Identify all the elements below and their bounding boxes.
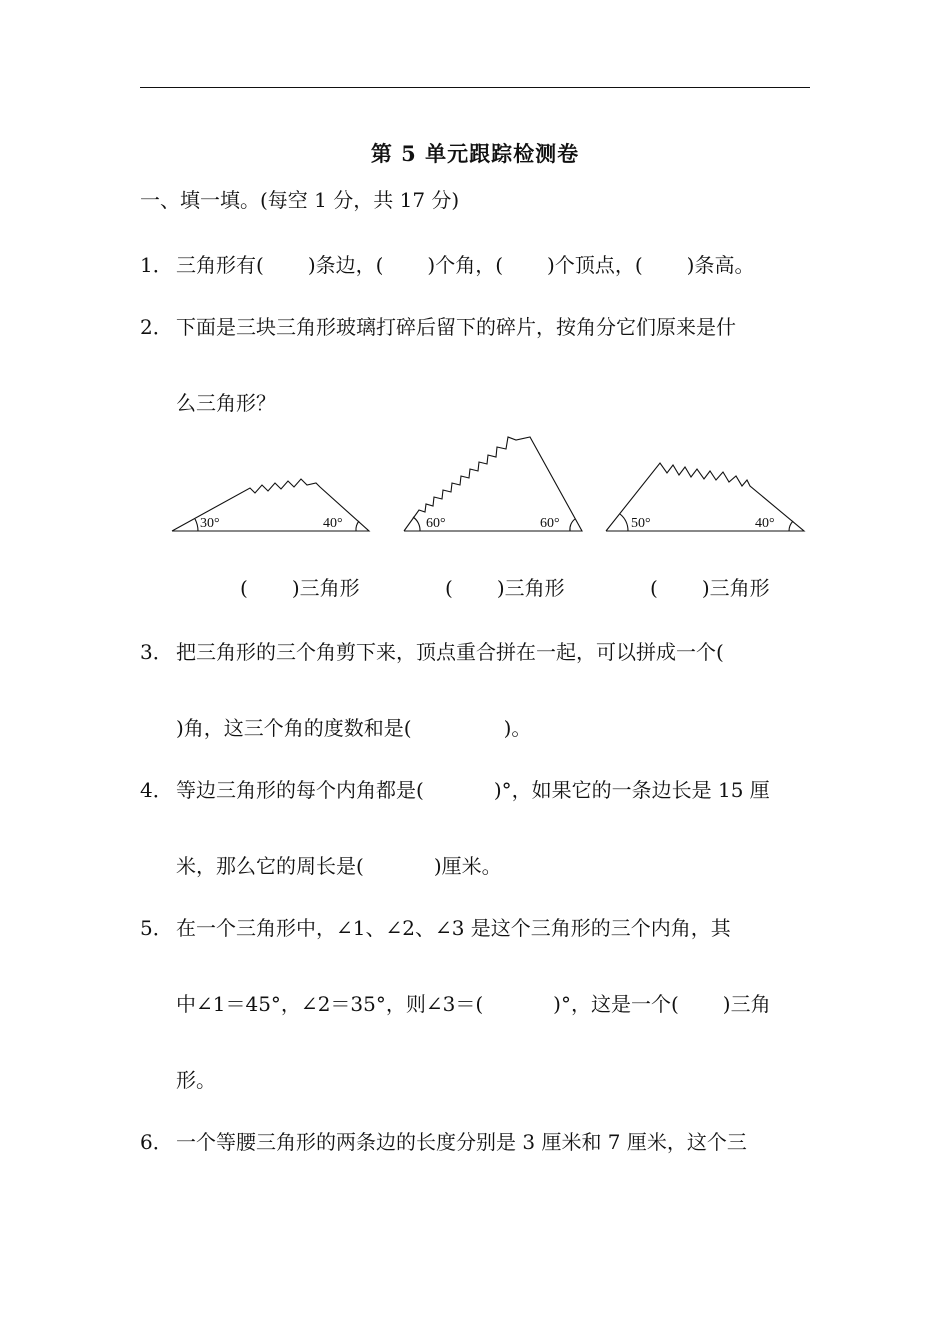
q2-line-2: 么三角形？ bbox=[176, 391, 276, 415]
q2-answer-2: ( )三角形 bbox=[445, 576, 565, 600]
q1-text-2: )个角，( bbox=[427, 253, 504, 277]
question-5: 5． 在一个三角形中，∠1、∠2、∠3 是这个三角形的三个内角，其 bbox=[140, 913, 731, 943]
angle-label: 60° bbox=[426, 516, 446, 531]
q1-text-0: 三角形有( bbox=[176, 253, 264, 277]
angle-label: 60° bbox=[540, 516, 560, 531]
page-title: 第 5 单元跟踪检测卷 bbox=[370, 141, 580, 166]
question-number: 2． bbox=[140, 315, 173, 339]
question-1 bbox=[140, 250, 754, 280]
question-2 bbox=[140, 312, 736, 342]
q5-line-3: 形。 bbox=[176, 1068, 216, 1092]
question-3 bbox=[140, 637, 724, 667]
angle-label: 50° bbox=[631, 516, 651, 531]
question-number: 6． bbox=[140, 1130, 173, 1154]
angle-label: 30° bbox=[200, 516, 220, 531]
q4-line-2: 米，那么它的周长是( )厘米。 bbox=[176, 854, 502, 878]
q1-text-4: )条高。 bbox=[686, 253, 755, 277]
q2-line-1: 下面是三块三角形玻璃打碎后留下的碎片，按角分它们原来是什 bbox=[176, 315, 736, 339]
q2-answer-3: ( )三角形 bbox=[650, 576, 770, 600]
angle-label: 40° bbox=[323, 516, 343, 531]
angle-label: 40° bbox=[755, 516, 775, 531]
triangle-figures bbox=[160, 420, 820, 545]
question-number: 5． bbox=[140, 916, 173, 940]
question-6: 6． 一个等腰三角形的两条边的长度分别是 3 厘米和 7 厘米，这个三 bbox=[140, 1127, 747, 1157]
question-number: 4． bbox=[140, 778, 173, 802]
q1-text-3: )个顶点，( bbox=[547, 253, 643, 277]
section-heading: 一、填一填。(每空 1 分，共 17 分) bbox=[140, 188, 460, 212]
broken-triangles-illustration bbox=[160, 420, 820, 545]
q3-line-2: )角，这三个角的度数和是( )。 bbox=[176, 716, 532, 740]
header-rule bbox=[140, 87, 810, 88]
q3-line-1: 把三角形的三个角剪下来，顶点重合拼在一起，可以拼成一个( bbox=[176, 640, 724, 664]
q2-answer-1: ( )三角形 bbox=[240, 576, 360, 600]
q5-line-2: 中∠1＝45°，∠2＝35°，则∠3＝( )°，这是一个( )三角 bbox=[176, 992, 771, 1016]
question-4: 4． 等边三角形的每个内角都是( )°，如果它的一条边长是 15 厘 bbox=[140, 775, 770, 805]
question-number: 3． bbox=[140, 640, 173, 664]
question-number: 1． bbox=[140, 253, 173, 277]
q1-text-1: )条边，( bbox=[307, 253, 384, 277]
